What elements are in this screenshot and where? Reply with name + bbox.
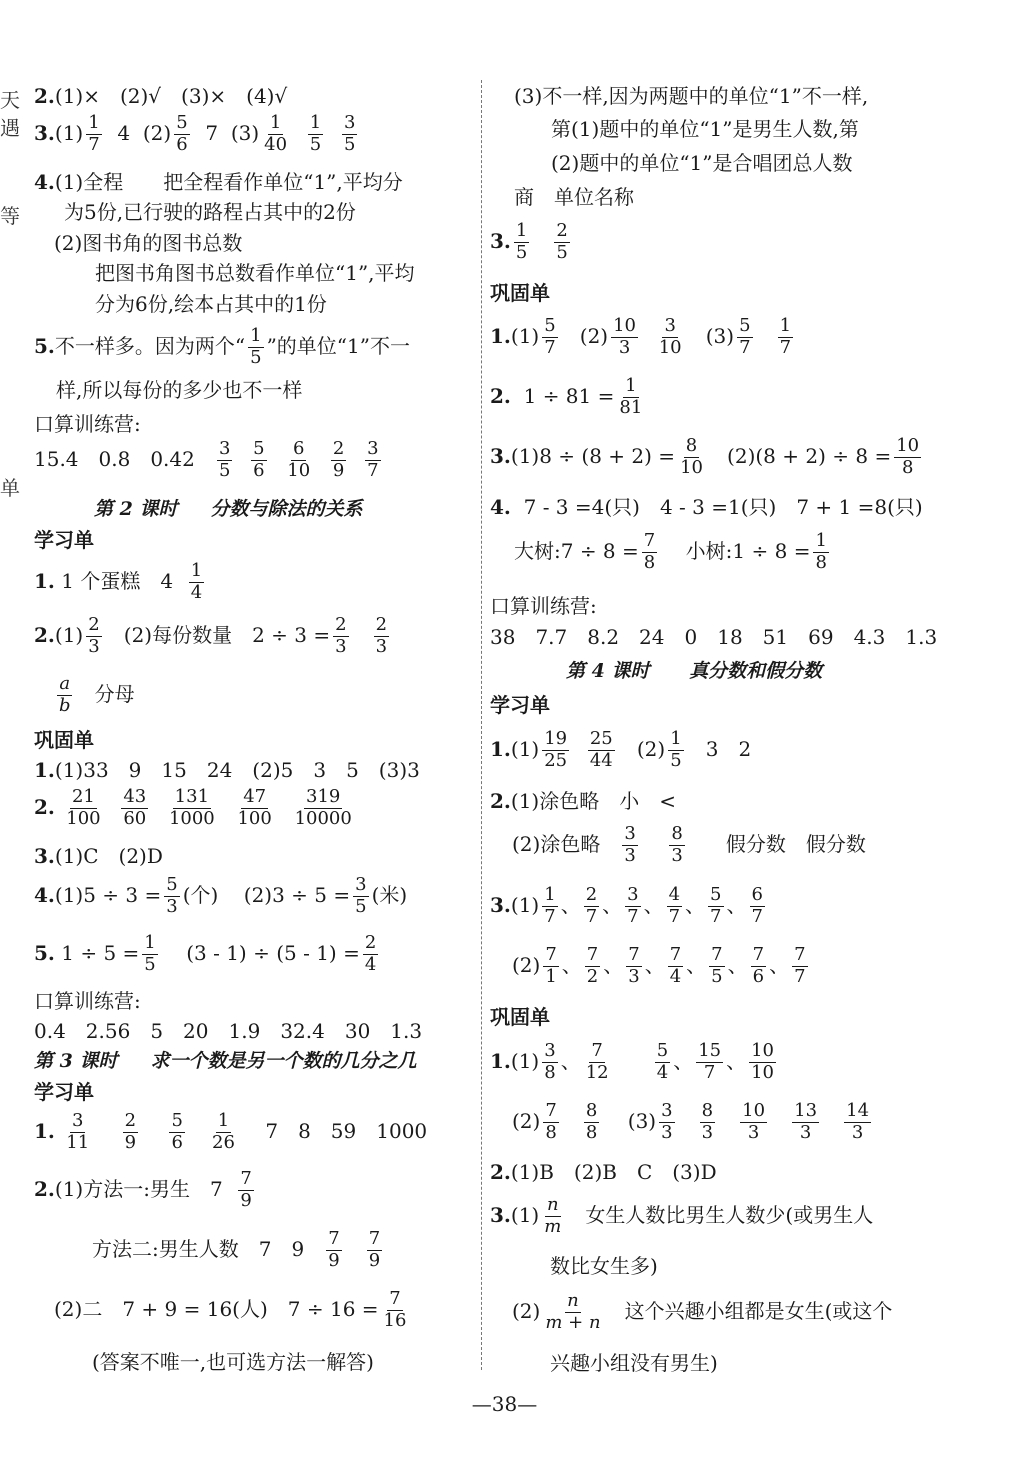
left-c3: 3.(1)C (2)D: [34, 844, 163, 868]
left-q5-line2: 样,所以每份的多少也不一样: [56, 378, 303, 402]
right-r3-line2: 第(1)题中的单位“1”是男生人数,第: [551, 117, 859, 141]
left-q4-line2: 为5份,已行驶的路程占其中的2份: [64, 200, 356, 224]
left-c1: 1.(1)33 9 15 24 (2)5 3 5 (3)3: [34, 758, 420, 782]
right-oral-values-3: 38 7.7 8.2 24 0 18 51 69 4.3 1.3: [490, 625, 938, 649]
lesson-2-title: 第 2 课时 分数与除法的关系: [94, 498, 363, 520]
consolidation-heading-3: 巩固单: [490, 1005, 550, 1029]
left-c2: 2. $\frac{21}{100}$ $\frac{43}{60}$ $\frac{131}{1000}$ $\frac{47}{100}$ $\frac{319}{10000}$: [34, 786, 352, 829]
right-oral-label-3: 口算训练营:: [490, 594, 597, 618]
study-sheet-heading-3: 学习单: [490, 693, 550, 717]
left-oral-values-1: 15.4 0.8 0.42 $\frac{3}{5}$ $\frac{5}{6}$ $\frac{6}{10}$ $\frac{2}{9}$ $\frac{3}{7}$: [34, 438, 379, 481]
left-q2: 2.(1)× (2)√ (3)× (4)√: [34, 84, 288, 108]
left-q3: 3.(1) $\frac{1}{7}$ 4 (2) $\frac{5}{6}$ 7 (3) $\frac{1}{40}$ $\frac{1}{5}$ $\frac{3}{5}$: [34, 112, 356, 155]
left-t2c: (2)二 7 + 9 = 16(人) 7 ÷ 16 = $\frac{7}{16}$: [54, 1288, 407, 1331]
left-c4: 4.(1)5 ÷ 3 = $\frac{5}{3}$ (个) (2)3 ÷ 5 = $\frac{3}{5}$ (米): [34, 874, 408, 917]
consolidation-heading-1: 巩固单: [34, 728, 94, 752]
left-oral-values-2: 0.4 2.56 5 20 1.9 32.4 30 1.3: [34, 1019, 423, 1043]
left-q4-line5: 分为6份,绘本占其中的1份: [95, 292, 327, 316]
left-oral-label-2: 口算训练营:: [34, 989, 141, 1013]
left-q4-line3: (2)图书角的图书总数: [54, 231, 243, 255]
right-h2: 2.(1)涂色略 小 <: [490, 789, 676, 813]
study-sheet-heading-2: 学习单: [34, 1080, 94, 1104]
right-k1: 1.(1) $\frac{3}{8}$ 、 $\frac{7}{12}$ $\frac{5}{4}$ 、 $\frac{15}{7}$ 、 $\frac{10}{10}$: [490, 1040, 775, 1083]
edge-char-3: 等: [0, 204, 20, 228]
edge-char-4: 单: [0, 476, 20, 500]
column-divider: [481, 80, 482, 1370]
edge-char-2: 遇: [0, 116, 20, 140]
left-t2b: 方法二:男生人数 7 9 $\frac{7}{9}$ $\frac{7}{9}$: [92, 1228, 381, 1271]
right-h1: 1.(1) $\frac{19}{25}$ $\frac{25}{44}$ (2) $\frac{1}{5}$ 3 2: [490, 728, 752, 771]
left-s2b: $\frac{a}{b}$ 分母: [59, 673, 135, 716]
right-h3b: (2) $\frac{7}{1}$ 、 $\frac{7}{2}$ 、 $\frac{7}{3}$ 、 $\frac{7}{4}$ 、 $\frac{7}{5}$ 、 $\frac{7}{6}$ 、 $\frac{7}{7}$: [512, 944, 806, 987]
right-k3: 3.(1) $\frac{n}{m}$ 女生人数比男生人数少(或男生人: [490, 1194, 874, 1237]
right-r3-line1: (3)不一样,因为两题中的单位“1”不一样,: [514, 84, 869, 108]
left-q4-line4: 把图书角图书总数看作单位“1”,平均: [95, 261, 415, 285]
right-r3-line3: (2)题中的单位“1”是合唱团总人数: [551, 151, 853, 175]
lesson-3-title: 第 3 课时 求一个数是另一个数的几分之几: [34, 1050, 417, 1072]
left-q5-line1: 5.不一样多。因为两个“ $\frac{1}{5}$ ”的单位“1”不一: [34, 325, 410, 368]
right-k3b-line2: 兴趣小组没有男生): [550, 1351, 718, 1375]
edge-char-1: 天: [0, 88, 20, 112]
left-oral-label-1: 口算训练营:: [34, 412, 141, 436]
study-sheet-heading-1: 学习单: [34, 528, 94, 552]
right-g2: 2. 1 ÷ 81 = $\frac{1}{81}$: [490, 375, 643, 418]
right-g4: 4. 7 - 3 =4(只) 4 - 3 =1(只) 7 + 1 =8(只): [490, 495, 923, 519]
right-g1: 1.(1) $\frac{5}{7}$ (2) $\frac{10}{3}$ $\frac{3}{10}$ (3) $\frac{5}{7}$ $\frac{1}{7}$: [490, 315, 792, 358]
page-number: —38—: [471, 1392, 538, 1416]
left-t2: 2.(1)方法一:男生 7 $\frac{7}{9}$: [34, 1168, 252, 1211]
right-r3q: 3. $\frac{1}{5}$ $\frac{2}{5}$: [490, 220, 568, 263]
right-h3: 3.(1) $\frac{1}{7}$ 、 $\frac{2}{7}$ 、 $\frac{3}{7}$ 、 $\frac{4}{7}$ 、 $\frac{5}{7}$ 、 $\frac{6}{7}$: [490, 884, 763, 927]
left-c5: 5. 1 ÷ 5 = $\frac{1}{5}$ (3 - 1) ÷ (5 - 1) = $\frac{2}{4}$: [34, 932, 377, 975]
right-g3: 3.(1)8 ÷ (8 + 2) = $\frac{8}{10}$ (2)(8 + 2) ÷ 8 = $\frac{10}{8}$: [490, 435, 920, 478]
left-t2d: (答案不唯一,也可选方法一解答): [92, 1350, 374, 1374]
right-k3b: (2) $\frac{n}{m + n}$ 这个兴趣小组都是女生(或这个: [512, 1290, 893, 1333]
lesson-4-title: 第 4 课时 真分数和假分数: [566, 660, 823, 682]
left-q4-line1: 4.(1)全程 把全程看作单位“1”,平均分: [34, 170, 403, 194]
left-s1: 1. 1 个蛋糕 4 $\frac{1}{4}$: [34, 560, 203, 603]
consolidation-heading-2: 巩固单: [490, 281, 550, 305]
right-k2: 2.(1)B (2)B C (3)D: [490, 1160, 717, 1184]
right-g4b: 大树:7 ÷ 8 = $\frac{7}{8}$ 小树:1 ÷ 8 = $\frac{1}{8}$: [514, 530, 827, 573]
right-h2b: (2)涂色略 $\frac{3}{3}$ $\frac{8}{3}$ 假分数 假分数: [512, 823, 866, 866]
right-shang: 商 单位名称: [514, 185, 634, 209]
right-k3-line2: 数比女生多): [550, 1254, 658, 1278]
right-k1b: (2) $\frac{7}{8}$ $\frac{8}{8}$ (3) $\frac{3}{3}$ $\frac{8}{3}$ $\frac{10}{3}$ $\frac{13}{3}$ $\frac{14}{3}$: [512, 1100, 870, 1143]
left-t1: 1. $\frac{3}{11}$ $\frac{2}{9}$ $\frac{5}{6}$ $\frac{1}{26}$ 7 8 59 1000: [34, 1110, 428, 1153]
left-s2: 2.(1) $\frac{2}{3}$ (2)每份数量 2 ÷ 3 = $\frac{2}{3}$ $\frac{2}{3}$: [34, 614, 388, 657]
